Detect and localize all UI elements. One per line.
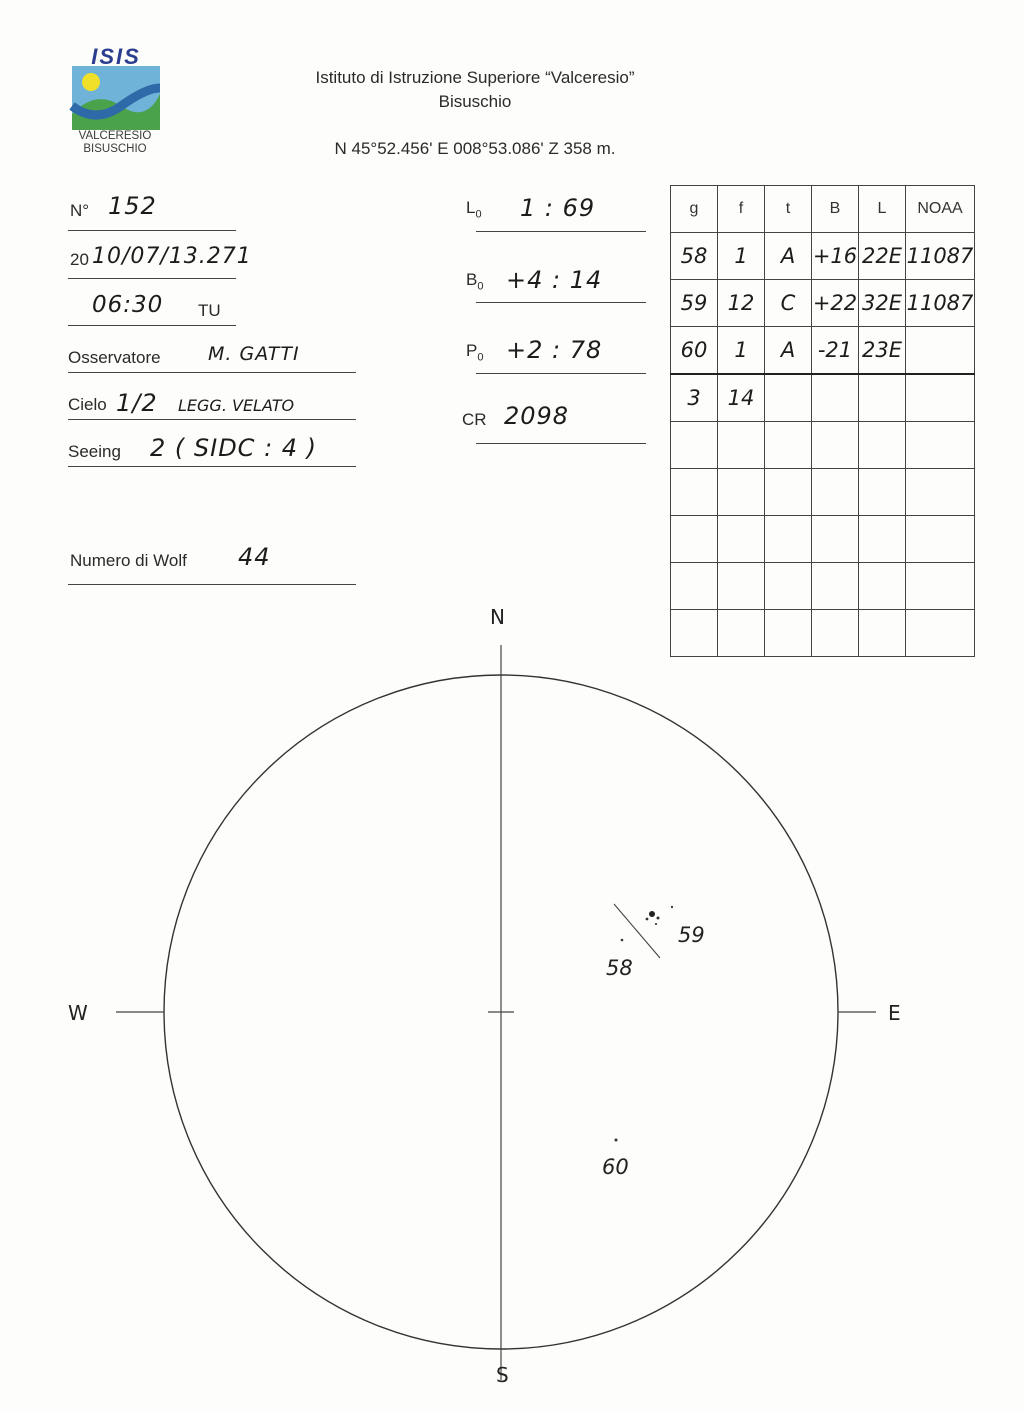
number-value: 152	[108, 192, 157, 220]
sunspot-59	[649, 911, 655, 917]
cell-t: A	[765, 233, 812, 280]
sky-note: LEGG. VELATO	[178, 396, 295, 415]
cell-B: +22	[812, 280, 859, 327]
B0-value: +4 : 14	[506, 266, 603, 294]
cell-g: 60	[671, 327, 718, 375]
cell-B: +16	[812, 233, 859, 280]
south-label: S	[496, 1363, 509, 1387]
seeing-label: Seeing	[68, 442, 121, 461]
time-unit: TU	[198, 301, 221, 320]
sunspot-59	[646, 918, 649, 921]
logo-caption-line1: VALCERESIO	[78, 130, 152, 142]
cell-L: 32E	[859, 280, 906, 327]
L0-letter: L	[466, 198, 476, 217]
P0-subscript: 0	[477, 351, 484, 364]
L0-value: 1 : 69	[520, 194, 596, 222]
time-value: 06:30	[92, 292, 164, 318]
east-label: E	[888, 1001, 901, 1025]
cell-t: A	[765, 327, 812, 375]
B0-subscript: 0	[477, 280, 484, 293]
header-L: L	[859, 186, 906, 233]
cell-f: 1	[718, 233, 765, 280]
B0-letter: B	[466, 270, 478, 289]
observer-value: M. GATTI	[208, 343, 300, 365]
west-label: W	[68, 1001, 88, 1025]
cell-B: -21	[812, 327, 859, 375]
cell-t: C	[765, 280, 812, 327]
observatory-coordinates: N 45°52.456' E 008°53.086' Z 358 m.	[334, 139, 616, 158]
header-f: f	[718, 186, 765, 233]
P0-letter: P	[466, 341, 478, 360]
logo-caption-line2: BISUSCHIO	[83, 143, 147, 155]
logo-wordmark: ISIS	[91, 44, 141, 69]
sunspot-60	[615, 1139, 618, 1142]
cell-f: 1	[718, 327, 765, 375]
CR-value: 2098	[504, 402, 570, 430]
date-prefix: 20	[70, 250, 89, 269]
sky-value: 1/2	[116, 389, 158, 417]
sky-label: Cielo	[68, 395, 107, 414]
group-label-60: 60	[602, 1155, 629, 1179]
group-label-58: 58	[606, 956, 633, 980]
wolf-value: 44	[238, 543, 271, 571]
header-g: g	[671, 186, 718, 233]
cell-NOAA: 11087	[906, 280, 975, 327]
P0-value: +2 : 78	[506, 336, 603, 364]
cell-g: 59	[671, 280, 718, 327]
total-spots: 14	[718, 374, 765, 422]
header-B: B	[812, 186, 859, 233]
seeing-value: 2 ( SIDC : 4 )	[150, 434, 318, 462]
L0-subscript: 0	[475, 208, 482, 221]
sunspot-59	[655, 923, 657, 925]
north-label: N	[490, 605, 505, 629]
number-label: N°	[70, 201, 90, 220]
sunspot-58	[621, 939, 624, 942]
cell-g: 58	[671, 233, 718, 280]
sunspot-59	[671, 906, 673, 908]
cell-L: 23E	[859, 327, 906, 375]
total-groups: 3	[671, 374, 718, 422]
cell-f: 12	[718, 280, 765, 327]
CR-label: CR	[462, 410, 487, 429]
date-value: 10/07/13.271	[92, 244, 252, 269]
header-t: t	[765, 186, 812, 233]
group-label-59: 59	[678, 923, 705, 947]
wolf-label: Numero di Wolf	[70, 551, 187, 570]
cell-NOAA: 11087	[906, 233, 975, 280]
institute-town: Bisuschio	[438, 92, 512, 111]
header-NOAA: NOAA	[906, 186, 975, 233]
observer-label: Osservatore	[68, 348, 161, 367]
institute-name: Istituto di Istruzione Superiore “Valceresio”	[315, 68, 635, 87]
cell-L: 22E	[859, 233, 906, 280]
sunspot-59	[657, 917, 660, 920]
